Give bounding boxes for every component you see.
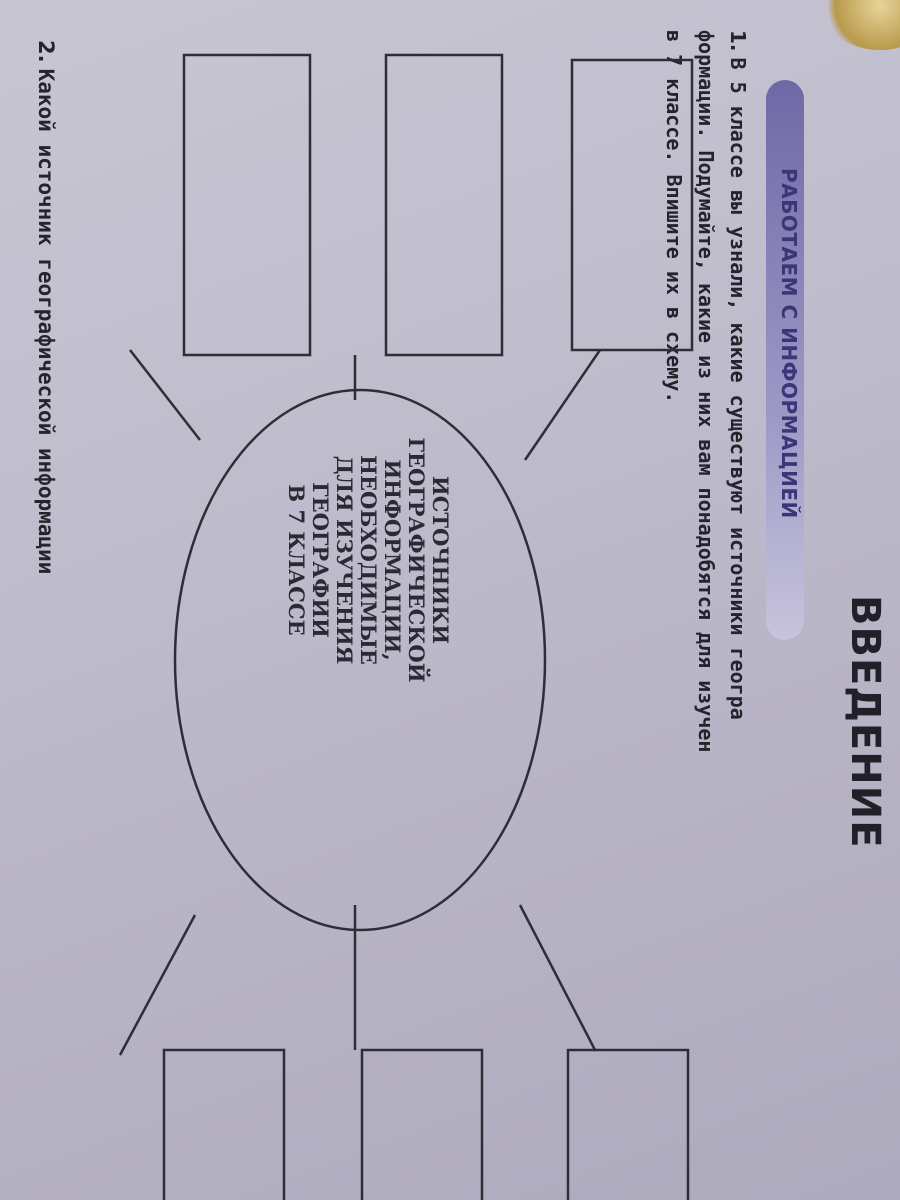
connector-bottom-right <box>120 915 195 1055</box>
answer-box-bottom-left[interactable] <box>184 55 310 355</box>
connector-bottom-left <box>130 350 200 440</box>
center-line: ИСТОЧНИКИ <box>428 475 453 645</box>
task-2-question: Какой источник географической информации <box>34 68 58 575</box>
center-line: В 7 КЛАССЕ <box>284 484 309 636</box>
answer-box-middle-right[interactable] <box>362 1050 482 1200</box>
chapter-title: ВВЕДЕНИЕ <box>842 595 888 849</box>
center-line: ДЛЯ ИЗУЧЕНИЯ <box>332 455 357 665</box>
task-1-line-1: 1.В 5 классе вы узнали, какие существуют источники геогра <box>726 30 750 720</box>
connector-top-left <box>525 350 600 460</box>
center-label <box>284 370 452 750</box>
center-line: НЕОБХОДИМЫЕ <box>356 455 381 665</box>
task-1-line-3: в 7 классе. Впишите их в схему. <box>662 30 686 404</box>
connector-top-right <box>520 905 595 1050</box>
center-line: ИНФОРМАЦИИ, <box>380 459 405 661</box>
task-1-number: 1. <box>726 30 750 52</box>
answer-box-middle-left[interactable] <box>386 55 502 355</box>
section-title: РАБОТАЕМ С ИНФОРМАЦИЕЙ <box>777 168 801 519</box>
answer-box-top-right[interactable] <box>568 1050 688 1200</box>
answer-box-bottom-right[interactable] <box>164 1050 284 1200</box>
center-line: ГЕОГРАФИИ <box>308 482 333 638</box>
task-2-number: 2. <box>34 40 58 63</box>
task-1-line-2: формации. Подумайте, какие из них вам понадобятся для изучен <box>694 30 718 753</box>
task-2-text <box>34 40 58 574</box>
answer-box-top-left[interactable] <box>572 60 692 350</box>
center-line: ГЕОГРАФИЧЕСКОЙ <box>404 437 429 683</box>
